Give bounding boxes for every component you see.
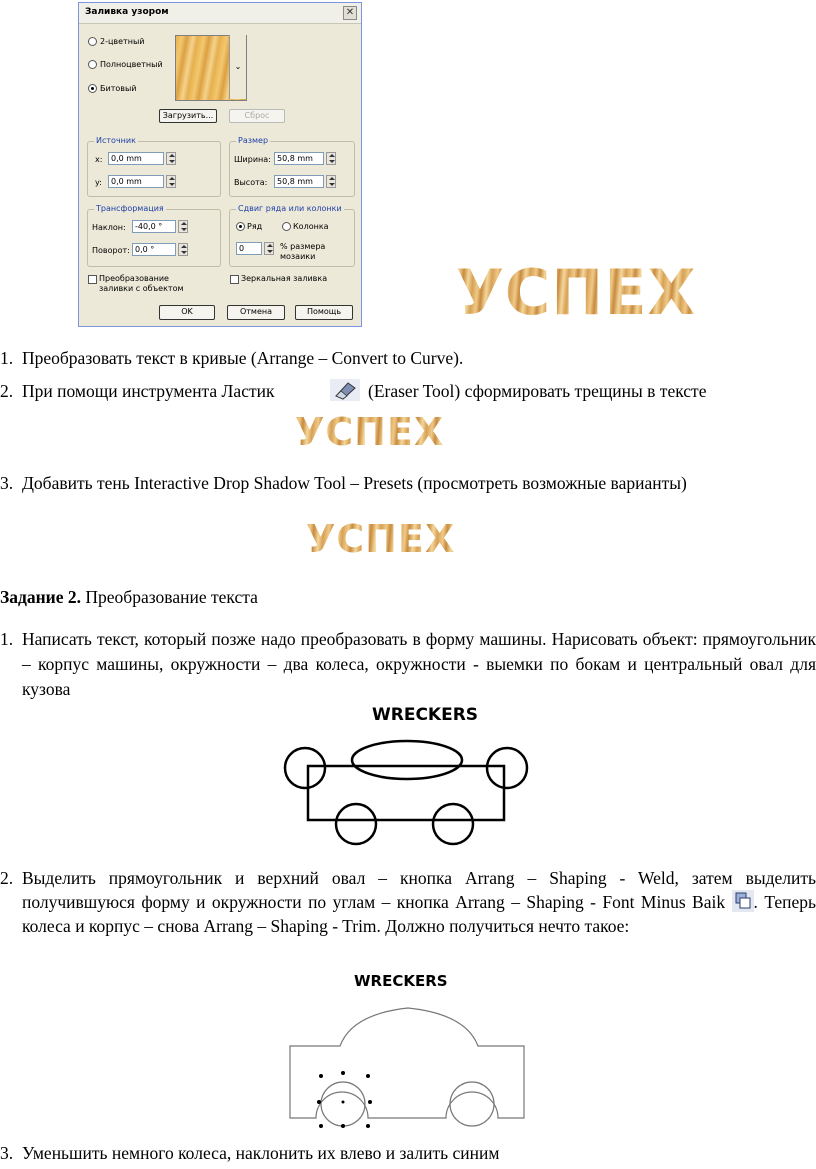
shift-spinner[interactable]: [264, 242, 274, 255]
mirror-fill-label: Зеркальная заливка: [241, 274, 328, 283]
task-2-heading: [0, 585, 258, 610]
task-2-step-2-text-a: Выделить прямоугольник и верхний овал – кнопка Arrang – Shaping - Weld, затем выделить получившуюся форму и окружности по углам – кнопка Arrang – Shaping - Font Minus Baik: [22, 868, 816, 912]
radio-full-color-label: Полноцветный: [100, 60, 163, 69]
width-label: Ширина:: [234, 155, 271, 164]
cracked-text-image: УСПЕХ: [295, 410, 445, 454]
skew-label: Наклон:: [92, 223, 126, 232]
height-field[interactable]: 50,8 mm: [274, 175, 324, 188]
transform-fill-label: Преобразование: [99, 274, 169, 283]
rear-wheel: [450, 1082, 494, 1126]
radio-two-color-label: 2-цветный: [100, 37, 145, 46]
shift-percent-label: % размера: [280, 242, 326, 251]
radio-column[interactable]: [282, 222, 291, 231]
rotate-spinner[interactable]: [178, 243, 188, 256]
close-icon[interactable]: ✕: [343, 6, 357, 20]
step-3-text: Добавить тень Interactive Drop Shadow Tool – Presets (просмотреть возможные варианты): [22, 473, 687, 493]
height-spinner[interactable]: [326, 175, 336, 188]
task-2-title: Преобразование текста: [81, 587, 258, 607]
task-2-step-2-text-b: . Теперь колеса и корпус – снова Arrang – Shaping - Trim. Должно получиться нечто такое:: [22, 892, 816, 936]
wreckers-caption-2: WRECKERS: [354, 972, 448, 990]
radio-full-color[interactable]: [88, 60, 97, 69]
y-spinner[interactable]: [166, 175, 176, 188]
car-silhouette-drawing: [286, 994, 530, 1128]
left-side-circle: [285, 748, 325, 788]
radio-bitmap-label: Битовый: [100, 84, 137, 93]
skew-spinner[interactable]: [178, 220, 188, 233]
radio-column-label: Колонка: [293, 222, 329, 231]
right-side-circle: [487, 748, 527, 788]
task-2-step-3-text: Уменьшить немного колеса, наклонить их влево и залить синим: [22, 1143, 500, 1163]
step-2-number: 2.: [0, 381, 14, 401]
cancel-button[interactable]: Отмена: [227, 305, 285, 320]
task-2-step-2: [0, 866, 816, 938]
size-group: [229, 136, 355, 197]
task-2-step-1-text: Написать текст, который позже надо преобразовать в форму машины. Нарисовать объект: прямоугольник – корпус машины, окружности – два колеса, окружности - выемки по бокам и центральный овал для кузова: [22, 629, 816, 699]
step-2-text-b: (Eraser Tool) сформировать трещины в тексте: [368, 381, 707, 401]
transform-fill-checkbox[interactable]: [88, 275, 97, 284]
radio-row-label: Ряд: [247, 222, 263, 231]
size-group-title: Размер: [238, 136, 269, 145]
car-body-outline: [290, 1008, 524, 1118]
shift-percent-label-2: мозаики: [280, 252, 316, 261]
step-2-text-a: При помощи инструмента Ластик: [22, 381, 275, 401]
trim-tool-icon: [732, 890, 754, 912]
help-button[interactable]: Помощь: [295, 305, 353, 320]
rear-wheel-circle: [433, 804, 473, 844]
task-2-step-2-number: 2.: [0, 868, 14, 888]
chevron-down-icon[interactable]: ⌄: [229, 35, 246, 99]
shift-field[interactable]: 0: [236, 242, 262, 255]
width-field[interactable]: 50,8 mm: [274, 152, 324, 165]
x-spinner[interactable]: [166, 152, 176, 165]
eraser-icon: [330, 379, 360, 401]
radio-bitmap[interactable]: [88, 84, 97, 93]
wreckers-caption-1: WRECKERS: [372, 705, 479, 725]
ok-button[interactable]: OK: [159, 305, 215, 320]
mirror-fill-checkbox[interactable]: [230, 275, 239, 284]
dialog-titlebar: [79, 3, 361, 24]
height-label: Высота:: [234, 178, 268, 187]
step-3-number: 3.: [0, 473, 14, 493]
task-2-step-3-number: 3.: [0, 1143, 14, 1163]
y-label: y:: [95, 178, 102, 187]
pattern-fill-dialog: [78, 2, 362, 327]
task-2-bold: Задание 2.: [0, 587, 82, 607]
front-wheel: [321, 1082, 365, 1126]
width-spinner[interactable]: [326, 152, 336, 165]
transform-fill-label-2: заливки с объектом: [99, 284, 184, 293]
load-button[interactable]: Загрузить...: [159, 109, 217, 123]
dialog-title: Заливка узором: [85, 7, 169, 17]
rotate-field[interactable]: 0,0 °: [132, 243, 176, 256]
step-1-number: 1.: [0, 348, 14, 368]
wood-text-image: УСПЕХ: [456, 256, 697, 329]
task-2-step-2-body: [22, 866, 816, 938]
shift-group-title: Сдвиг ряда или колонки: [238, 204, 342, 213]
shadow-text-image: УСПЕХ: [306, 517, 456, 561]
transform-group: [87, 204, 221, 267]
task-2-step-1: [0, 627, 816, 702]
step-3: [0, 471, 816, 496]
car-body-rectangle: [308, 766, 504, 820]
car-roof-oval: [352, 741, 462, 779]
transform-group-title: Трансформация: [96, 204, 164, 213]
x-field[interactable]: 0,0 mm: [108, 152, 164, 165]
source-group: [87, 136, 221, 197]
skew-field[interactable]: -40,0 °: [132, 220, 176, 233]
task-2-step-1-number: 1.: [0, 629, 14, 649]
radio-two-color[interactable]: [88, 37, 97, 46]
shift-group: [229, 204, 355, 267]
step-1-text: Преобразовать текст в кривые (Arrange – Convert to Curve).: [22, 348, 464, 368]
reset-button[interactable]: Сброс: [229, 109, 285, 123]
x-label: x:: [95, 155, 103, 164]
car-shapes-drawing: [282, 728, 532, 846]
y-field[interactable]: 0,0 mm: [108, 175, 164, 188]
rotate-label: Поворот:: [92, 246, 130, 255]
source-group-title: Источник: [96, 136, 136, 145]
radio-row[interactable]: [236, 222, 245, 231]
front-wheel-circle: [336, 804, 376, 844]
